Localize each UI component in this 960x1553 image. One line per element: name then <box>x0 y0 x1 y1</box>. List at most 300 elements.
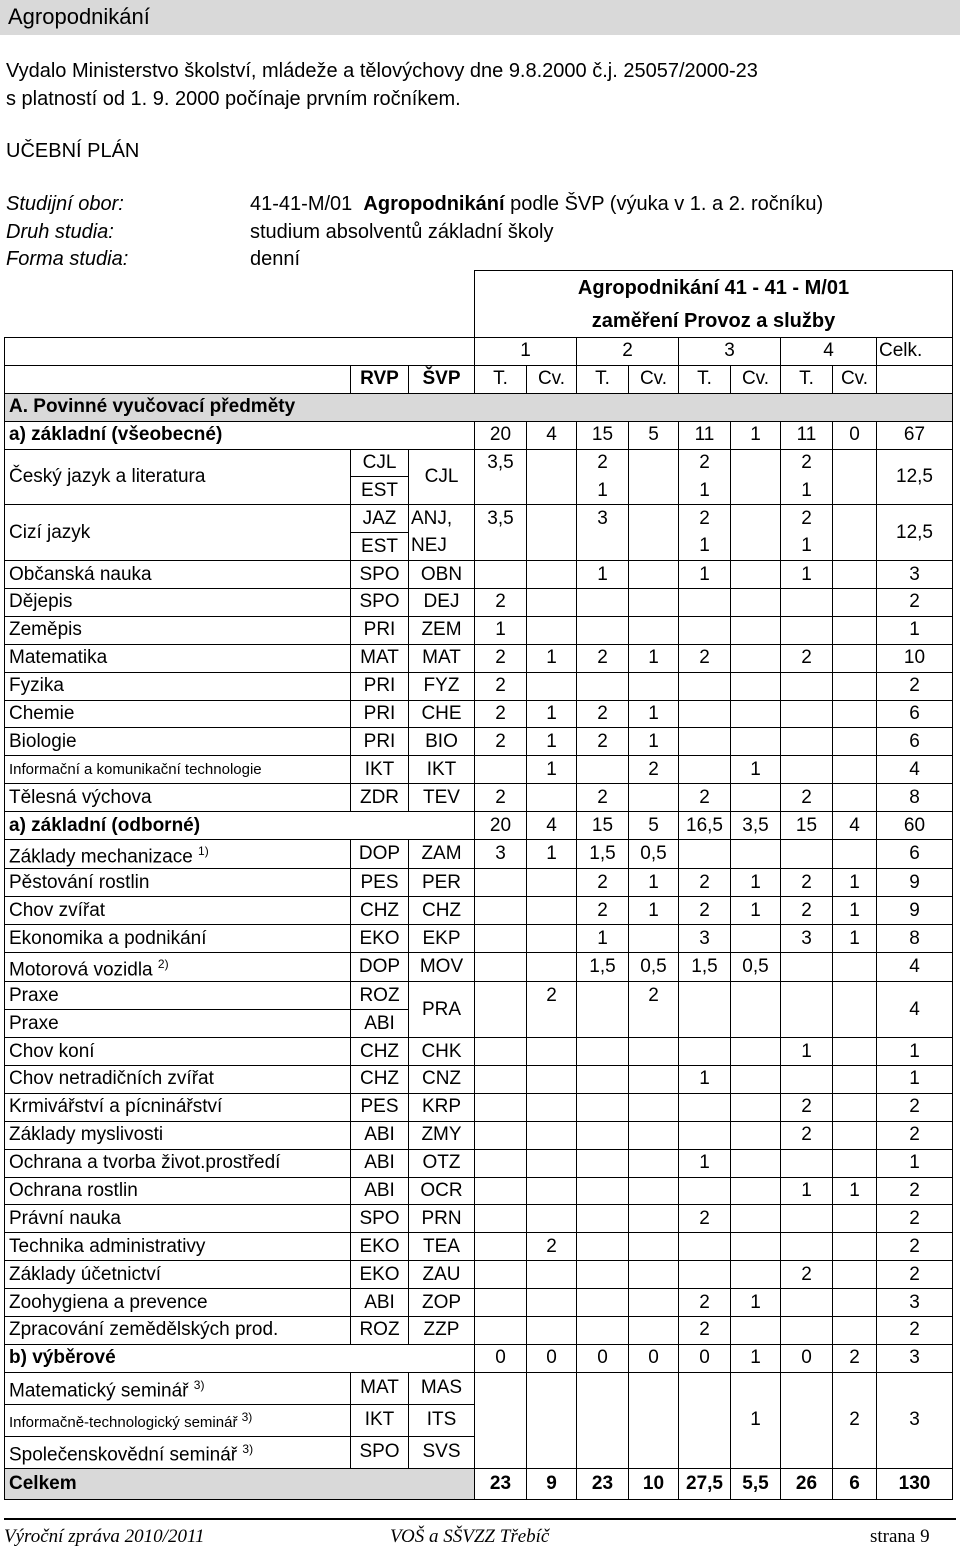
svp-code: DEJ <box>409 589 475 617</box>
hours-cell <box>475 1010 527 1038</box>
hours-cell <box>781 982 833 1010</box>
subject-name <box>5 1233 351 1261</box>
rvp-code: EST <box>351 477 409 505</box>
group-total: 67 <box>877 421 953 449</box>
celkem-value: 26 <box>781 1468 833 1499</box>
hours-cell <box>629 449 679 477</box>
hours-cell <box>475 1261 527 1289</box>
subject-row <box>5 1149 953 1177</box>
hours-cell: 2 <box>527 1233 577 1261</box>
hours-cell <box>781 1289 833 1317</box>
hours-cell: 2 <box>679 449 731 477</box>
rvp-code: PRI <box>351 728 409 756</box>
header-blank <box>5 271 475 305</box>
hours-cell <box>577 1177 629 1205</box>
hours-cell <box>475 897 527 925</box>
svp-code: MOV <box>409 953 475 982</box>
hours-cell <box>527 1149 577 1177</box>
subject-total: 2 <box>877 1261 953 1289</box>
hours-cell: 2 <box>475 644 527 672</box>
footnote-marker: 3) <box>193 1378 205 1393</box>
hours-cell <box>781 1066 833 1094</box>
hours-cell <box>679 700 731 728</box>
study-plan-table <box>4 270 953 1500</box>
subject-label: Tělesná výchova <box>9 786 152 808</box>
group-value: 4 <box>833 812 877 840</box>
header-row-title <box>5 271 953 305</box>
hours-cell: 2 <box>781 784 833 812</box>
group-value: 20 <box>475 421 527 449</box>
hours-cell: 2 <box>781 505 833 533</box>
col-exercise: Cv. <box>629 365 679 393</box>
svp-code: ANJ, <box>409 505 475 533</box>
hours-cell <box>833 1317 877 1345</box>
hours-cell <box>731 728 781 756</box>
rvp-code: ABI <box>351 1177 409 1205</box>
hours-cell: 1 <box>833 897 877 925</box>
subject-label: Informační a komunikační technologie <box>9 760 262 778</box>
hours-cell: 2 <box>475 672 527 700</box>
hours-cell <box>577 1093 629 1121</box>
group-value: 1 <box>731 1344 781 1372</box>
hours-cell <box>833 953 877 982</box>
svp-code: SVS <box>409 1436 475 1468</box>
hours-cell <box>731 1205 781 1233</box>
header-row-years <box>5 338 953 366</box>
hours-cell <box>577 533 629 561</box>
hours-cell: 1 <box>629 644 679 672</box>
subject-total: 2 <box>877 1233 953 1261</box>
svp-code: OTZ <box>409 1149 475 1177</box>
group-value: 0 <box>833 421 877 449</box>
hours-cell <box>527 589 577 617</box>
hours-cell <box>577 1289 629 1317</box>
subject-name: Praxe <box>5 982 351 1010</box>
rvp-code: MAT <box>351 644 409 672</box>
hours-cell <box>527 784 577 812</box>
hours-cell <box>475 982 527 1010</box>
hours-cell <box>629 925 679 953</box>
hours-cell <box>475 756 527 784</box>
svp-code: KRP <box>409 1093 475 1121</box>
celkem-label: Celkem <box>5 1468 475 1499</box>
rvp-code: CHZ <box>351 897 409 925</box>
subject-name: Praxe <box>5 1010 351 1038</box>
svp-code: BIO <box>409 728 475 756</box>
subject-row <box>5 897 953 925</box>
hours-cell <box>577 1121 629 1149</box>
subject-name <box>5 784 351 812</box>
subject-name <box>5 1404 351 1436</box>
hours-cell <box>679 756 731 784</box>
subject-name <box>5 869 351 897</box>
hours-cell <box>731 1038 781 1066</box>
subject-name <box>5 1093 351 1121</box>
svp-code: ZAM <box>409 840 475 869</box>
group-value: 1 <box>731 421 781 449</box>
hours-cell <box>577 1205 629 1233</box>
subject-name <box>5 1289 351 1317</box>
subject-label: Ochrana a tvorba život.prostředí <box>9 1152 281 1174</box>
subject-name <box>5 561 351 589</box>
hours-cell: 1 <box>731 869 781 897</box>
subject-label: Společenskovědní seminář <box>9 1444 238 1466</box>
subject-row-praxe-2 <box>5 1010 953 1038</box>
hours-cell <box>679 840 731 869</box>
hours-cell <box>629 1066 679 1094</box>
hours-cell <box>731 1093 781 1121</box>
hours-cell: 3 <box>475 840 527 869</box>
footnote-marker: 3) <box>242 1442 254 1457</box>
subject-label: Matematický seminář <box>9 1380 189 1402</box>
group-label: a) základní (odborné) <box>5 812 475 840</box>
obor-value <box>250 193 823 216</box>
intro-line-1: Vydalo Ministerstvo školství, mládeže a tělovýchovy dne 9.8.2000 č.j. 25057/2000-23 <box>6 60 758 82</box>
hours-cell <box>781 700 833 728</box>
rvp-code: IKT <box>351 1404 409 1436</box>
subject-name <box>5 1038 351 1066</box>
rvp-code: ABI <box>351 1289 409 1317</box>
hours-cell <box>833 1093 877 1121</box>
subject-label: Motorová vozidla <box>9 959 153 981</box>
rvp-code: CHZ <box>351 1066 409 1094</box>
header-row-columns <box>5 365 953 393</box>
hours-cell <box>629 1177 679 1205</box>
group-value: 3,5 <box>731 812 781 840</box>
hours-cell: 2 <box>679 505 731 533</box>
hours-cell <box>527 1289 577 1317</box>
hours-cell <box>629 477 679 505</box>
subject-row <box>5 756 953 784</box>
col-exercise: Cv. <box>527 365 577 393</box>
hours-cell <box>629 589 679 617</box>
rvp-code: ABI <box>351 1121 409 1149</box>
hours-cell <box>833 1121 877 1149</box>
footnote-marker: 3) <box>241 1410 253 1425</box>
rvp-code: MAT <box>351 1372 409 1404</box>
header-years-blank <box>5 338 475 366</box>
subject-label: Chov zvířat <box>9 899 106 921</box>
hours-cell <box>527 505 577 533</box>
hours-cell <box>475 953 527 982</box>
hours-cell <box>833 1149 877 1177</box>
hours-cell: 2 <box>577 784 629 812</box>
svp-code: PER <box>409 869 475 897</box>
rvp-code: PRI <box>351 616 409 644</box>
hours-cell <box>781 672 833 700</box>
subject-row <box>5 589 953 617</box>
hours-cell <box>679 1010 731 1038</box>
subject-row <box>5 728 953 756</box>
hours-cell <box>781 756 833 784</box>
group-value: 15 <box>577 812 629 840</box>
col-exercise: Cv. <box>731 365 781 393</box>
rvp-code: EKO <box>351 1261 409 1289</box>
hours-cell: 0,5 <box>629 953 679 982</box>
subject-row <box>5 925 953 953</box>
hours-cell: 2 <box>679 1289 731 1317</box>
hours-cell <box>475 1149 527 1177</box>
hours-cell: 1 <box>527 644 577 672</box>
subject-name <box>5 1121 351 1149</box>
subject-row <box>5 1261 953 1289</box>
hours-cell: 2 <box>577 700 629 728</box>
hours-cell: 1 <box>527 756 577 784</box>
subject-total: 12,5 <box>877 449 953 505</box>
obor-code: 41-41-M/01 <box>250 193 353 215</box>
hours-cell: 2 <box>577 728 629 756</box>
hours-cell <box>577 589 629 617</box>
hours-cell <box>527 897 577 925</box>
rvp-code: PES <box>351 1093 409 1121</box>
subject-total: 10 <box>877 644 953 672</box>
hours-cell: 2 <box>577 644 629 672</box>
footer-rule <box>4 1518 956 1520</box>
hours-cell <box>527 1372 577 1468</box>
hours-cell: 1 <box>629 728 679 756</box>
subject-name <box>5 756 351 784</box>
subject-label: Ochrana rostlin <box>9 1180 138 1202</box>
hours-cell <box>475 1317 527 1345</box>
hours-cell: 2 <box>781 1093 833 1121</box>
subject-row <box>5 616 953 644</box>
subject-total: 3 <box>877 561 953 589</box>
svp-code: ZZP <box>409 1317 475 1345</box>
subject-label: Pěstování rostlin <box>9 871 150 893</box>
hours-cell <box>731 672 781 700</box>
hours-cell <box>527 561 577 589</box>
subject-name <box>5 644 351 672</box>
subject-label: Zoohygiena a prevence <box>9 1291 208 1313</box>
hours-cell <box>679 616 731 644</box>
group-value: 5 <box>629 812 679 840</box>
hours-cell <box>781 840 833 869</box>
subject-row <box>5 1093 953 1121</box>
hours-cell <box>475 561 527 589</box>
subject-name <box>5 1205 351 1233</box>
svp-code: OCR <box>409 1177 475 1205</box>
subject-total: 2 <box>877 672 953 700</box>
hours-cell <box>731 449 781 477</box>
footer-center: VOŠ a SŠVZZ Třebíč <box>390 1526 550 1547</box>
hours-cell <box>629 672 679 700</box>
hours-cell: 2 <box>679 869 731 897</box>
hours-cell: 1 <box>475 616 527 644</box>
subject-total: 6 <box>877 840 953 869</box>
hours-cell <box>679 1121 731 1149</box>
hours-cell <box>577 672 629 700</box>
subject-name <box>5 1436 351 1468</box>
hours-cell: 2 <box>475 728 527 756</box>
forma-label: Forma studia: <box>6 248 129 270</box>
subject-row <box>5 869 953 897</box>
hours-cell <box>833 982 877 1010</box>
subject-total: 2 <box>877 1177 953 1205</box>
group-value: 0 <box>679 1344 731 1372</box>
col-theory: T. <box>679 365 731 393</box>
subject-label: Chov netradičních zvířat <box>9 1068 214 1090</box>
rvp-code: ROZ <box>351 982 409 1010</box>
col-rvp: RVP <box>351 365 409 393</box>
hours-cell <box>679 1372 731 1468</box>
hours-cell <box>577 1038 629 1066</box>
hours-cell: 2 <box>679 784 731 812</box>
subject-total: 1 <box>877 1038 953 1066</box>
group-value: 0 <box>577 1344 629 1372</box>
rvp-code: EST <box>351 533 409 561</box>
hours-cell: 2 <box>475 700 527 728</box>
subject-name <box>5 1066 351 1094</box>
hours-cell <box>833 1205 877 1233</box>
druh-value: studium absolventů základní školy <box>250 221 554 243</box>
hours-cell <box>475 1233 527 1261</box>
year-header-4: 4 <box>781 338 877 366</box>
hours-cell <box>527 672 577 700</box>
svp-code: PRA <box>409 982 475 1038</box>
hours-cell <box>731 477 781 505</box>
hours-cell <box>577 1010 629 1038</box>
obor-rest: podle ŠVP (výuka v 1. a 2. ročníku) <box>510 193 824 215</box>
hours-cell <box>833 477 877 505</box>
hours-cell <box>629 1372 679 1468</box>
forma-value: denní <box>250 248 301 270</box>
group-value: 15 <box>781 812 833 840</box>
hours-cell: 2 <box>475 784 527 812</box>
rvp-code: PES <box>351 869 409 897</box>
rvp-code: ZDR <box>351 784 409 812</box>
rvp-code: PRI <box>351 672 409 700</box>
page-header-bar <box>0 0 960 35</box>
hours-cell <box>577 1372 629 1468</box>
hours-cell: 1 <box>731 897 781 925</box>
subject-total: 4 <box>877 953 953 982</box>
subject-row <box>5 1038 953 1066</box>
hours-cell: 2 <box>629 756 679 784</box>
group-total: 60 <box>877 812 953 840</box>
subject-label: Technika administrativy <box>9 1235 206 1257</box>
celkem-value: 10 <box>629 1468 679 1499</box>
subject-row-praxe-1 <box>5 982 953 1010</box>
program-title: Agropodnikání 41 - 41 - M/01 <box>475 271 953 305</box>
hours-cell <box>577 1317 629 1345</box>
hours-cell: 3,5 <box>475 449 527 477</box>
hours-cell <box>679 1038 731 1066</box>
rvp-code: CJL <box>351 449 409 477</box>
group-value: 0 <box>475 1344 527 1372</box>
subject-name <box>5 589 351 617</box>
hours-cell <box>527 1010 577 1038</box>
hours-cell <box>527 1066 577 1094</box>
hours-cell: 2 <box>781 1121 833 1149</box>
hours-cell <box>577 982 629 1010</box>
hours-cell: 2 <box>527 982 577 1010</box>
hours-cell <box>527 1038 577 1066</box>
hours-cell: 3 <box>781 925 833 953</box>
hours-cell: 1 <box>731 1289 781 1317</box>
subject-name <box>5 897 351 925</box>
hours-cell: 1 <box>679 1066 731 1094</box>
hours-cell <box>629 505 679 533</box>
hours-cell <box>833 756 877 784</box>
hours-cell: 1 <box>527 700 577 728</box>
subject-name <box>5 953 351 982</box>
hours-cell <box>781 953 833 982</box>
hours-cell <box>527 1121 577 1149</box>
hours-cell <box>629 1317 679 1345</box>
hours-cell: 1,5 <box>577 840 629 869</box>
hours-cell <box>679 728 731 756</box>
hours-cell: 2 <box>781 897 833 925</box>
hours-cell: 2 <box>679 1205 731 1233</box>
svp-code: CHK <box>409 1038 475 1066</box>
rvp-code: ROZ <box>351 1317 409 1345</box>
subject-label: Chemie <box>9 703 75 725</box>
svp-code: ZEM <box>409 616 475 644</box>
subject-total: 1 <box>877 1066 953 1094</box>
hours-cell <box>781 1317 833 1345</box>
subject-name <box>5 840 351 869</box>
svp-code: ITS <box>409 1404 475 1436</box>
group-value: 4 <box>527 812 577 840</box>
subject-label: Krmivářství a pícninářství <box>9 1096 223 1118</box>
group-row-general <box>5 421 953 449</box>
hours-cell <box>577 1066 629 1094</box>
hours-cell: 1 <box>731 1372 781 1468</box>
subject-label: Matematika <box>9 647 108 669</box>
subject-row <box>5 561 953 589</box>
footnote-marker: 1) <box>198 844 209 859</box>
hours-cell: 1 <box>629 897 679 925</box>
subject-total: 4 <box>877 756 953 784</box>
hours-cell <box>475 1093 527 1121</box>
rvp-code: SPO <box>351 1205 409 1233</box>
hours-cell <box>527 869 577 897</box>
group-label: a) základní (všeobecné) <box>5 421 475 449</box>
hours-cell <box>781 1010 833 1038</box>
hours-cell: 1 <box>833 1177 877 1205</box>
druh-label: Druh studia: <box>6 221 114 243</box>
subject-name: Český jazyk a literatura <box>5 449 351 505</box>
hours-cell <box>781 1205 833 1233</box>
group-value: 0 <box>527 1344 577 1372</box>
rvp-code: IKT <box>351 756 409 784</box>
subject-total: 3 <box>877 1372 953 1468</box>
hours-cell: 2 <box>577 897 629 925</box>
rvp-code: SPO <box>351 561 409 589</box>
hours-cell <box>475 1372 527 1468</box>
subject-total: 8 <box>877 925 953 953</box>
group-row-vyberove <box>5 1344 953 1372</box>
hours-cell <box>475 925 527 953</box>
hours-cell <box>781 589 833 617</box>
year-header-3: 3 <box>679 338 781 366</box>
hours-cell <box>629 1289 679 1317</box>
subject-label: Zpracování zemědělských prod. <box>9 1319 279 1341</box>
hours-cell <box>475 1066 527 1094</box>
svp-code: TEA <box>409 1233 475 1261</box>
hours-cell <box>577 1261 629 1289</box>
col-theory: T. <box>781 365 833 393</box>
hours-cell: 2 <box>577 869 629 897</box>
subject-name <box>5 1317 351 1345</box>
group-value: 11 <box>781 421 833 449</box>
subject-total: 9 <box>877 869 953 897</box>
hours-cell <box>527 449 577 477</box>
hours-cell: 1 <box>833 869 877 897</box>
subject-row <box>5 644 953 672</box>
hours-cell <box>731 840 781 869</box>
subject-name <box>5 728 351 756</box>
